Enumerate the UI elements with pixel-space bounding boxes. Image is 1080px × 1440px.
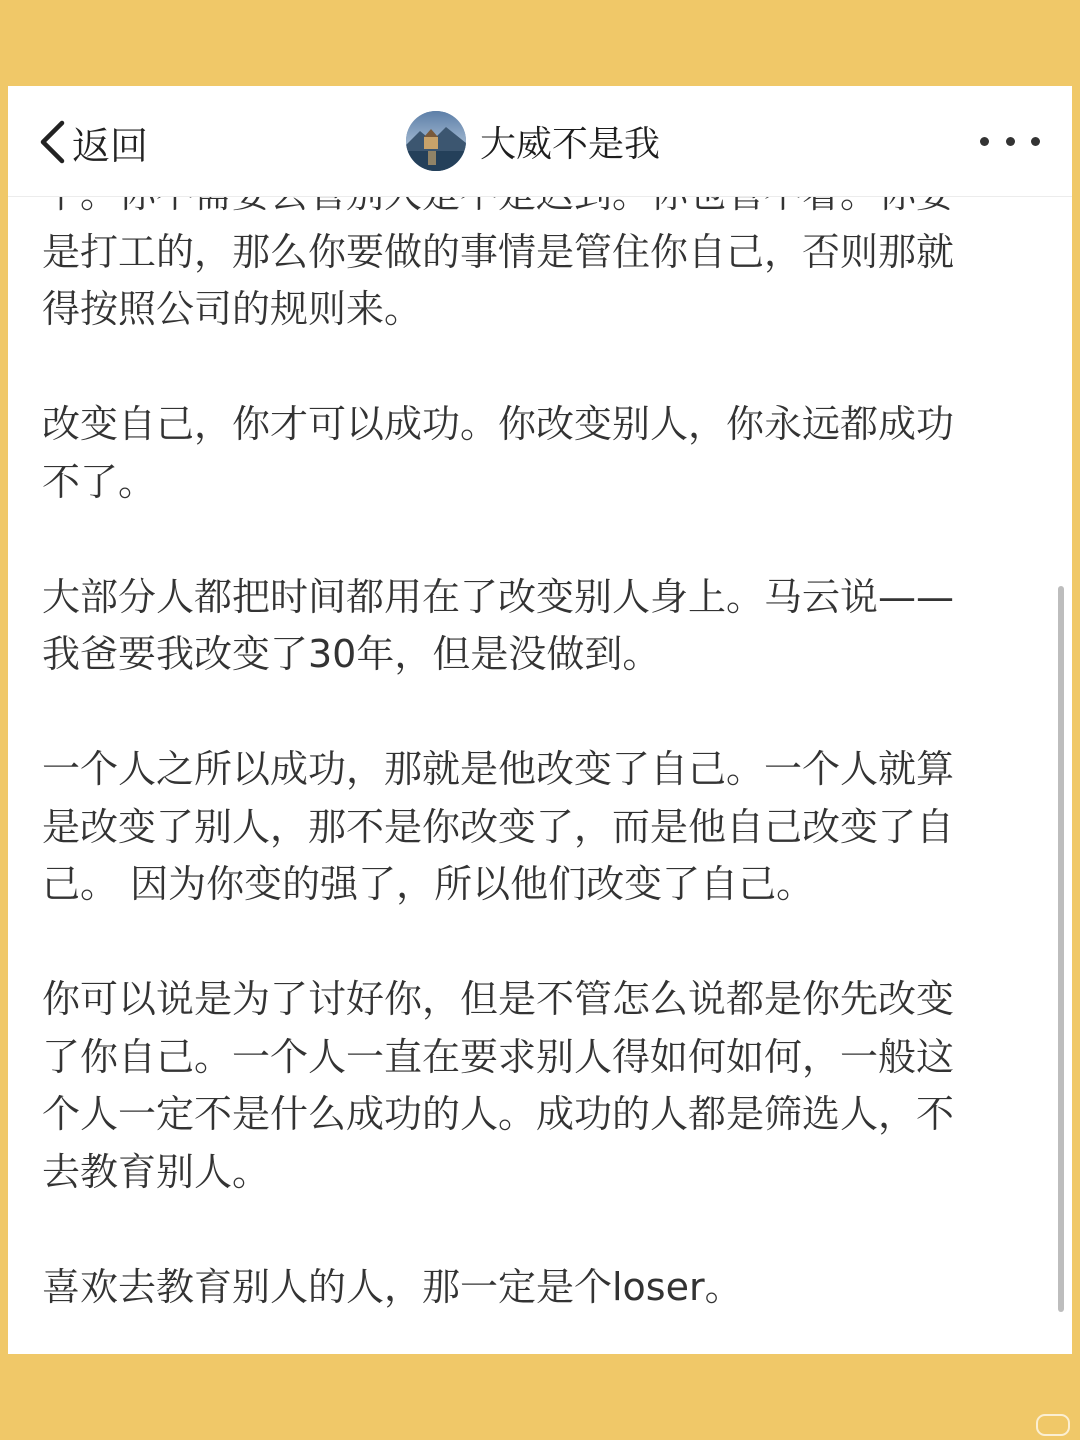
paragraph — [42, 1259, 1022, 1317]
text-line: 不了。 — [42, 459, 157, 504]
paragraph — [42, 741, 1022, 914]
text-line: 喜欢去教育别人的人，那一定是个loser。 — [42, 1264, 743, 1309]
text-line: 己。 因为你变的强了，所以他们改变了自己。 — [42, 862, 815, 906]
dot — [1031, 137, 1040, 146]
author-profile[interactable] — [406, 110, 660, 172]
dot — [980, 137, 989, 146]
scrollbar-thumb[interactable] — [1058, 586, 1064, 1312]
chevron-left-icon — [36, 119, 68, 165]
paragraph — [42, 224, 1022, 339]
text-line: 我爸要我改变了30年，但是没做到。 — [42, 632, 661, 676]
text-line: 是改变了别人，那不是你改变了，而是他自己改变了自 — [42, 804, 955, 849]
text-line: 得按照公司的规则来。 — [42, 287, 423, 331]
article-body — [42, 166, 1022, 1354]
text-line: 大部分人都把时间都用在了改变别人身上。马云说—— — [42, 574, 955, 619]
nav-bar — [8, 86, 1072, 197]
author-name[interactable]: 大威不是我 — [480, 123, 661, 165]
watermark-badge — [1036, 1414, 1070, 1436]
text-line: 你可以说是为了讨好你，但是不管怎么说都是你先改变 — [42, 977, 955, 1021]
text-line: 去教育别人。 — [42, 1149, 271, 1194]
paragraph — [42, 396, 1022, 511]
text-line: 个人一定不是什么成功的人。成功的人都是筛选人，不 — [42, 1092, 955, 1136]
post-card — [8, 86, 1072, 1354]
text-line: 一个人之所以成功，那就是他改变了自己。一个人就算 — [42, 747, 955, 791]
dot — [1006, 137, 1015, 146]
text-line: 是打工的，那么你要做的事情是管住你自己，否则那就 — [42, 229, 955, 274]
paragraph — [42, 569, 1022, 684]
paragraph — [42, 971, 1022, 1201]
more-dots-icon[interactable] — [980, 128, 1040, 154]
text-line: 改变自己，你才可以成功。你改变别人，你永远都成功 — [42, 402, 955, 446]
avatar[interactable] — [406, 111, 466, 171]
text-line: 了你自己。一个人一直在要求别人得如何如何，一般这 — [42, 1034, 955, 1079]
avatar-image — [406, 111, 466, 171]
scrollbar[interactable] — [1056, 586, 1066, 1312]
back-button[interactable] — [36, 114, 148, 170]
back-label: 返回 — [72, 123, 149, 168]
